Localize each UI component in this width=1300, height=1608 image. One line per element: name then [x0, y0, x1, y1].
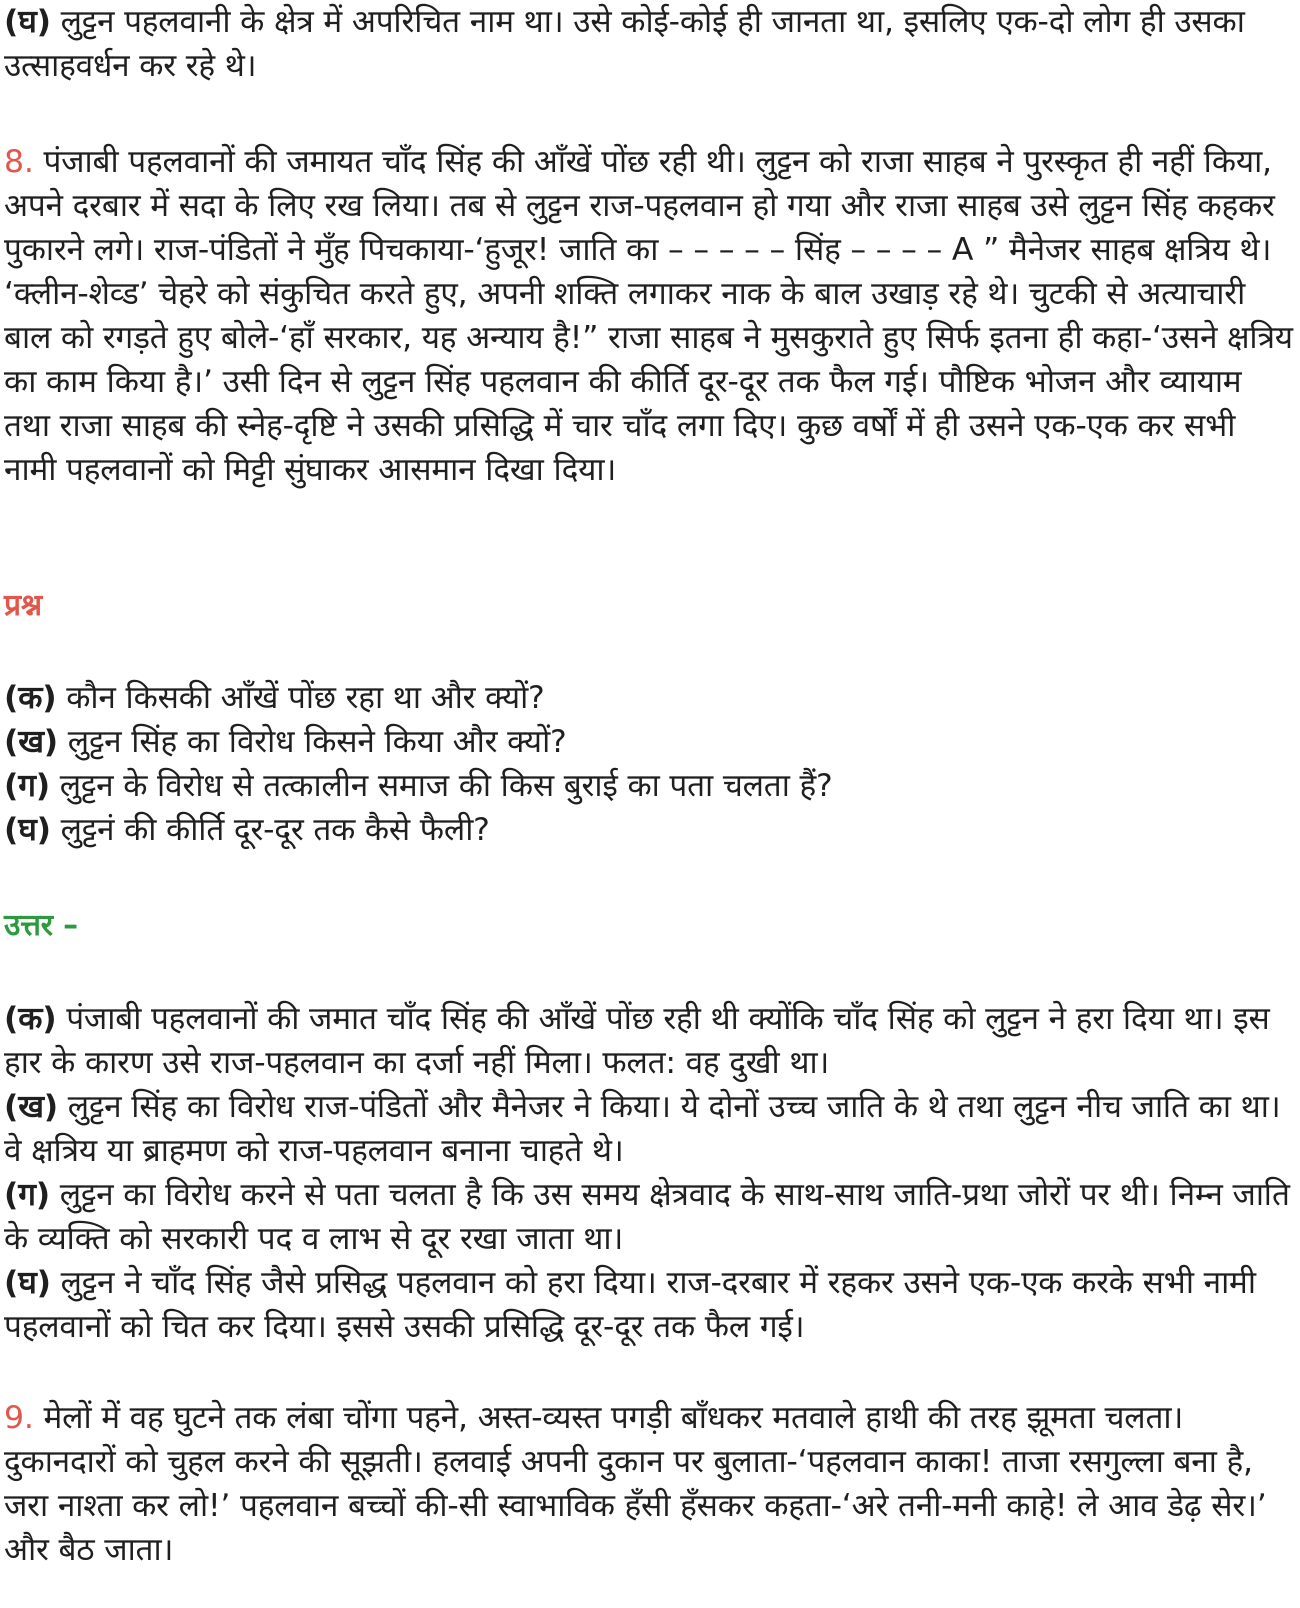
question-label: (ख): [4, 724, 58, 760]
question-text: लुट्टनं की कीर्ति दूर-दूर तक कैसे फैली?: [50, 812, 490, 848]
question-label: (ग): [4, 768, 50, 804]
answer-label: (ख): [4, 1089, 58, 1125]
answer-item: [4, 1173, 1294, 1261]
passage-9-text: मेलों में वह घुटने तक लंबा चोंगा पहने, अस्त-व्यस्त पगड़ी बाँधकर मतवाले हाथी की तरह झूमता चलता। दुकानदारों को चुहल करने की सूझती। हलवाई अपनी दुकान पर बुलाता-‘पहलवान काका! ताजा रसगुल्ला बना है, जरा नाश्ता कर लो!’ पहलवान बच्चों की-सी स्वाभाविक हँसी हँसकर कहता-‘अरे तनी-मनी काहे! ले आव डेढ़ सेर।’ और बैठ जाता।: [4, 1400, 1267, 1568]
intro-label: (घ): [4, 4, 51, 40]
answer-text: लुट्टन सिंह का विरोध राज-पंडितों और मैनेजर ने किया। ये दोनों उच्च जाति के थे तथा लुट्टन नीच जाति का था। वे क्षत्रिय या ब्राहमण को राज-पहलवान बनाना चाहते थे।: [4, 1089, 1281, 1169]
question-label: (घ): [4, 812, 51, 848]
passage-8-number: 8.: [4, 144, 34, 180]
answer-label: (घ): [4, 1265, 51, 1301]
question-item: [4, 764, 1294, 808]
questions-heading: प्रश्न: [4, 588, 42, 623]
question-label: (क): [4, 680, 57, 716]
question-text: लुट्टन के विरोध से तत्कालीन समाज की किस बुराई का पता चलता हैं?: [49, 768, 833, 804]
answer-item: [4, 997, 1294, 1085]
question-item: [4, 808, 1294, 852]
passage-8-text: पंजाबी पहलवानों की जमायत चाँद सिंह की आँखें पोंछ रही थी। लुट्टन को राजा साहब ने पुरस्कृत ही नहीं किया, अपने दरबार में सदा के लिए रख लिया। तब से लुट्टन राज-पहलवान हो गया और राजा साहब उसे लुट्टन सिंह कहकर पुकारने लगे। राज-पंडितों ने मुँह पिचकाया-‘हुजूर! जाति का – – – – – सिंह – – – – A ” मैनेजर साहब क्षत्रिय थे। ‘क्लीन-शेव्ड’ चेहरे को संकुचित करते हुए, अपनी शक्ति लगाकर नाक के बाल उखाड़ रहे थे। चुटकी से अत्याचारी बाल को रगड़ते हुए बोले-‘हाँ सरकार, यह अन्याय है!” राजा साहब ने मुसकुराते हुए सिर्फ इतना ही कहा-‘उसने क्षत्रिय का काम किया है।’ उसी दिन से लुट्टन सिंह पहलवान की कीर्ति दूर-दूर तक फैल गई। पौष्टिक भोजन और व्यायाम तथा राजा साहब की स्नेह-दृष्टि ने उसकी प्रसिद्धि में चार चाँद लगा दिए। कुछ वर्षों में ही उसने एक-एक कर सभी नामी पहलवानों को मिट्टी सुंघाकर आसमान दिखा दिया।: [4, 144, 1293, 488]
question-item: [4, 676, 1294, 720]
answer-text: लुट्टन ने चाँद सिंह जैसे प्रसिद्ध पहलवान को हरा दिया। राज-दरबार में रहकर उसने एक-एक करके सभी नामी पहलवानों को चित कर दिया। इससे उसकी प्रसिद्धि दूर-दूर तक फैल गई।: [4, 1265, 1256, 1345]
passage-9: [4, 1396, 1294, 1572]
questions-list: [4, 676, 1294, 852]
answer-item: [4, 1085, 1294, 1173]
question-text: कौन किसकी आँखें पोंछ रहा था और क्यों?: [56, 680, 545, 716]
answer-label: (क): [4, 1001, 57, 1037]
intro-paragraph: [4, 0, 1294, 88]
answer-item: [4, 1261, 1294, 1349]
passage-9-number: 9.: [4, 1400, 34, 1436]
passage-8: [4, 140, 1294, 492]
question-text: लुट्टन सिंह का विरोध किसने किया और क्यों?: [57, 724, 567, 760]
question-item: [4, 720, 1294, 764]
answer-text: लुट्टन का विरोध करने से पता चलता है कि उस समय क्षेत्रवाद के साथ-साथ जाति-प्रथा जोरों पर थी। निम्न जाति के व्यक्ति को सरकारी पद व लाभ से दूर रखा जाता था।: [4, 1177, 1290, 1257]
intro-text: लुट्टन पहलवानी के क्षेत्र में अपरिचित नाम था। उसे कोई-कोई ही जानता था, इसलिए एक-दो लोग ही उसका उत्साहवर्धन कर रहे थे।: [4, 4, 1245, 84]
answer-text: पंजाबी पहलवानों की जमात चाँद सिंह की आँखें पोंछ रही थी क्योंकि चाँद सिंह को लुट्टन ने हरा दिया था। इस हार के कारण उसे राज-पहलवान का दर्जा नहीं मिला। फलत: वह दुखी था।: [4, 1001, 1270, 1081]
answers-list: [4, 997, 1294, 1349]
answers-heading: उत्तर –: [4, 908, 78, 943]
answer-label: (ग): [4, 1177, 50, 1213]
